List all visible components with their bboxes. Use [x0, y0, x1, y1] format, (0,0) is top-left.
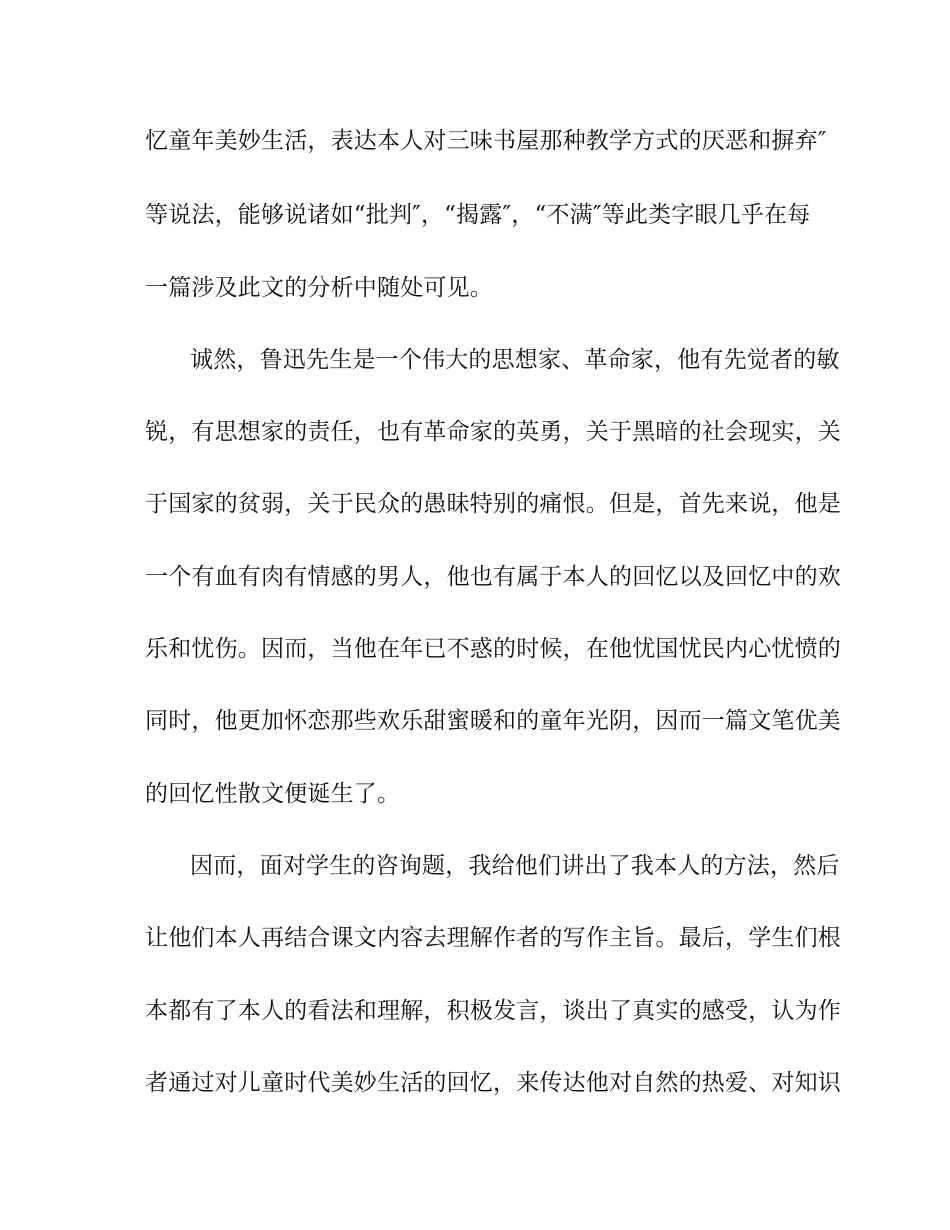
text-line: 让他们本人再结合课文内容去理解作者的写作主旨。最后，学生们根 [145, 925, 841, 951]
text-line: 同时，他更加怀恋那些欢乐甜蜜暖和的童年光阴，因而一篇文笔优美 [145, 708, 841, 734]
paragraph-start-line: 诚然，鲁迅先生是一个伟大的思想家、革命家，他有先觉者的敏 [190, 347, 840, 373]
text-line: 的回忆性散文便诞生了。 [145, 781, 401, 807]
text-line: 一个有血有肉有情感的男人，他也有属于本人的回忆以及回忆中的欢 [145, 564, 841, 590]
text-line: 忆童年美妙生活，表达本人对三味书屋那种教学方式的厌恶和摒弃″ [145, 128, 827, 154]
text-line: 者通过对儿童时代美妙生活的回忆，来传达他对自然的热爱、对知识 [145, 1070, 841, 1096]
text-line: 锐，有思想家的责任，也有革命家的英勇，关于黑暗的社会现实，关 [145, 419, 841, 445]
text-line: 一篇涉及此文的分析中随处可见。 [145, 275, 493, 301]
text-line: 于国家的贫弱，关于民众的愚昧特别的痛恨。但是，首先来说，他是 [145, 491, 841, 517]
text-line: 本都有了本人的看法和理解，积极发言，谈出了真实的感受，认为作 [145, 998, 841, 1024]
text-line: 乐和忧伤。因而，当他在年已不惑的时候，在他忧国忧民内心忧愤的 [145, 636, 841, 662]
paragraph-start-line: 因而，面对学生的咨询题，我给他们讲出了我本人的方法，然后 [190, 853, 840, 879]
text-line: 等说法，能够说诸如“批判″，“揭露″，“不满″等此类字眼几乎在每 [145, 202, 811, 228]
